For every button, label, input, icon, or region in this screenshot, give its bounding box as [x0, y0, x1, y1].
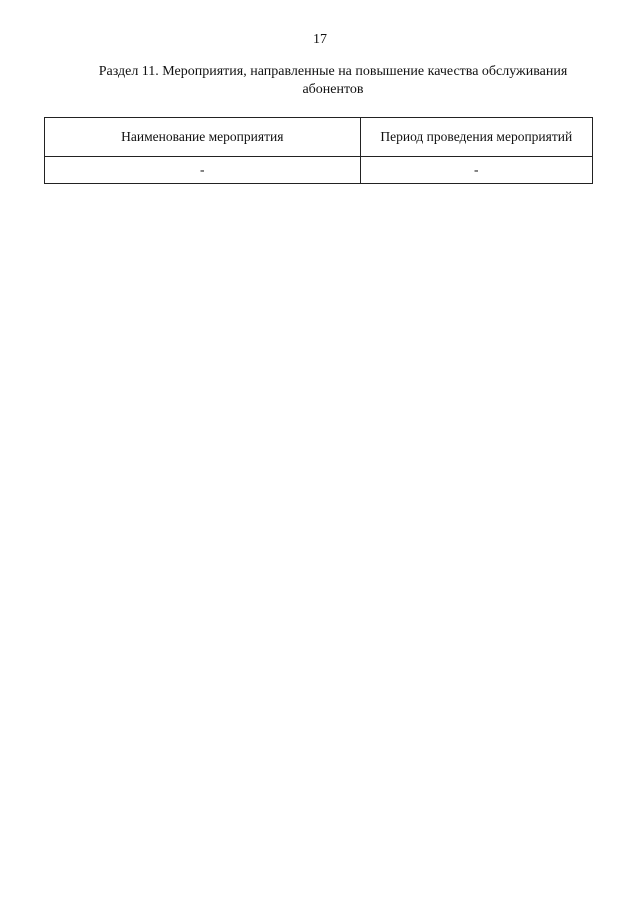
header-measure-name: Наименование мероприятия	[45, 118, 361, 157]
measures-table-container	[44, 117, 593, 184]
cell-measure-period: -	[360, 157, 592, 184]
section-title	[60, 63, 606, 99]
cell-measure-name: -	[45, 157, 361, 184]
table-header-row	[45, 118, 593, 157]
section-title-line-2: абонентов	[302, 82, 364, 97]
table-row	[45, 157, 593, 184]
header-measure-period: Период проведения мероприятий	[360, 118, 592, 157]
page-number: 17	[313, 32, 327, 47]
section-title-line-1: Раздел 11. Мероприятия, направленные на повышение качества обслуживания	[98, 64, 568, 79]
measures-table	[44, 117, 593, 184]
